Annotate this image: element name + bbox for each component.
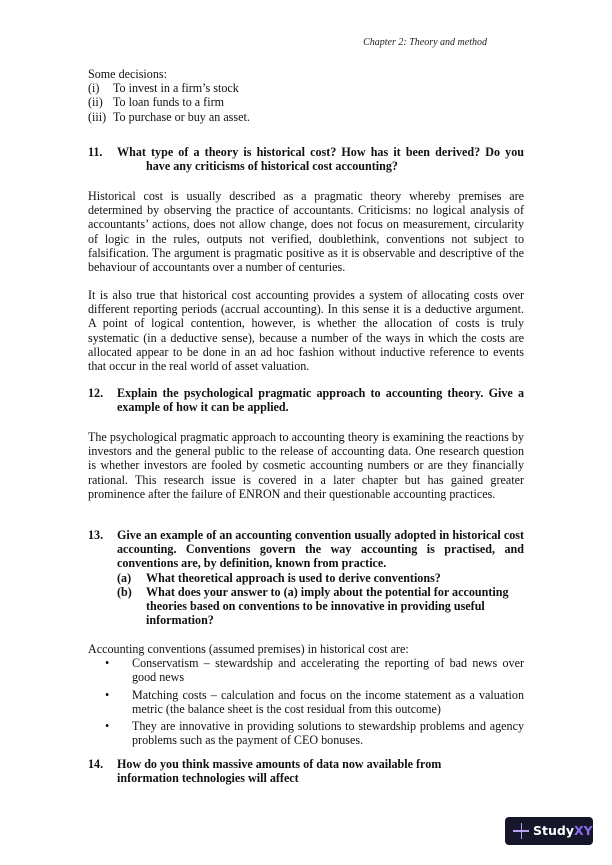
answer-paragraph: It is also true that historical cost accounting provides a system of allocating costs over different reporting periods (accrual accounting). In this sense it is a deductive argument. A point of logical contention, however, is whether the allocation of costs is truly systematic (in a deductive sense), because a number of the ways in which the costs are allocated appear to be done in an ad hoc fashion without inductive reference to events that occur in the real world of asset valuation. — [88, 288, 524, 374]
list-text: To loan funds to a firm — [113, 95, 224, 110]
question-heading — [88, 528, 524, 627]
intro-list-item — [88, 81, 524, 95]
question-text — [117, 145, 524, 173]
list-number: (i) — [88, 81, 100, 96]
answer-13 — [88, 642, 524, 747]
sub-question-text: What does your answer to (a) imply about the potential for accounting theories based on conventions to be innovative in providing useful information? — [146, 584, 509, 628]
answer-paragraph: Historical cost is usually described as a pragmatic theory whereby premises are determined by observing the practice of accountants. Criticisms: no logical analysis of accountants’ actions, does not allow change, does not focus on measurement, circularity of logic in the rules, outputs not verified, doublethink, conventions not subject to falsification. The argument is pragmatic positive as it is observable and descriptive of the behaviour of accountants over a number of centuries. — [88, 189, 524, 275]
question-line-1: What type of a theory is historical cost? How has it been derived? Do you — [117, 145, 524, 159]
list-text: To purchase or buy an asset. — [113, 109, 250, 124]
question-heading — [88, 757, 524, 785]
question-11 — [88, 145, 524, 173]
bullet-icon: • — [105, 687, 110, 702]
bullet-item — [88, 719, 524, 747]
bullet-text: Matching costs – calculation and focus on the income statement as a valuation metric (the balance sheet is the cost residual from this outcome) — [132, 687, 524, 716]
bullet-icon: • — [105, 656, 110, 671]
intro-list-item — [88, 95, 524, 109]
intro-list-item — [88, 110, 524, 124]
question-14 — [88, 757, 524, 785]
question-heading — [88, 386, 524, 414]
badge-label-accent: XY — [573, 822, 593, 838]
answer-lead: Accounting conventions (assumed premises) in historical cost are: — [88, 642, 409, 656]
answer-12 — [88, 430, 524, 501]
sub-question-a — [117, 571, 524, 585]
question-main-text: Give an example of an accounting convention usually adopted in historical cost accounting. Conventions govern the way accounting is practised, and conventions are, by definition, known from practice. — [117, 528, 524, 571]
question-number: 13. — [88, 528, 104, 542]
bullet-text: Conservatism – stewardship and accelerating the reporting of bad news over good news — [132, 656, 524, 685]
sub-question-number: (b) — [117, 584, 132, 599]
list-text: To invest in a firm’s stock — [113, 81, 239, 96]
question-text: Explain the psychological pragmatic approach to accounting theory. Give a example of how it can be applied. — [117, 386, 524, 415]
intro-lead: Some decisions: — [88, 67, 167, 81]
plus-icon — [509, 817, 533, 845]
list-number: (ii) — [88, 95, 103, 110]
question-text — [117, 528, 524, 627]
question-13 — [88, 528, 524, 627]
list-number: (iii) — [88, 109, 107, 124]
question-number: 12. — [88, 386, 104, 400]
bullet-text: They are innovative in providing solutions to stewardship problems and agency problems such as the payment of CEO bonuses. — [132, 719, 524, 748]
answer-11-paragraph-2 — [88, 288, 524, 373]
running-header: Chapter 2: Theory and method — [363, 37, 487, 48]
answer-11-paragraph-1 — [88, 189, 524, 274]
sub-question-number: (a) — [117, 570, 132, 585]
bullet-icon: • — [105, 719, 110, 734]
bullet-item — [88, 656, 524, 684]
question-text: How do you think massive amounts of data now available from information technologies will affect — [117, 757, 442, 786]
sub-question-text: What theoretical approach is used to derive conventions? — [146, 570, 441, 585]
question-heading — [88, 145, 524, 173]
question-12 — [88, 386, 524, 414]
question-number: 11. — [88, 145, 103, 159]
question-number: 14. — [88, 757, 104, 771]
intro-section — [88, 67, 524, 124]
studyxy-badge[interactable] — [505, 817, 593, 845]
answer-paragraph: The psychological pragmatic approach to accounting theory is examining the reactions by investors and the general public to the release of accounting data. One research question is whether investors are fooled by cosmetic accounting numbers or are they financially rational. This research issue is covered in a later chapter but has gained greater prominence after the failure of ENRON and their questionable accounting practices. — [88, 430, 524, 501]
sub-question-b — [117, 585, 524, 628]
question-line-2: have any criticisms of historical cost accounting? — [146, 159, 398, 174]
badge-label-main: Study — [533, 822, 574, 838]
bullet-item — [88, 688, 524, 716]
